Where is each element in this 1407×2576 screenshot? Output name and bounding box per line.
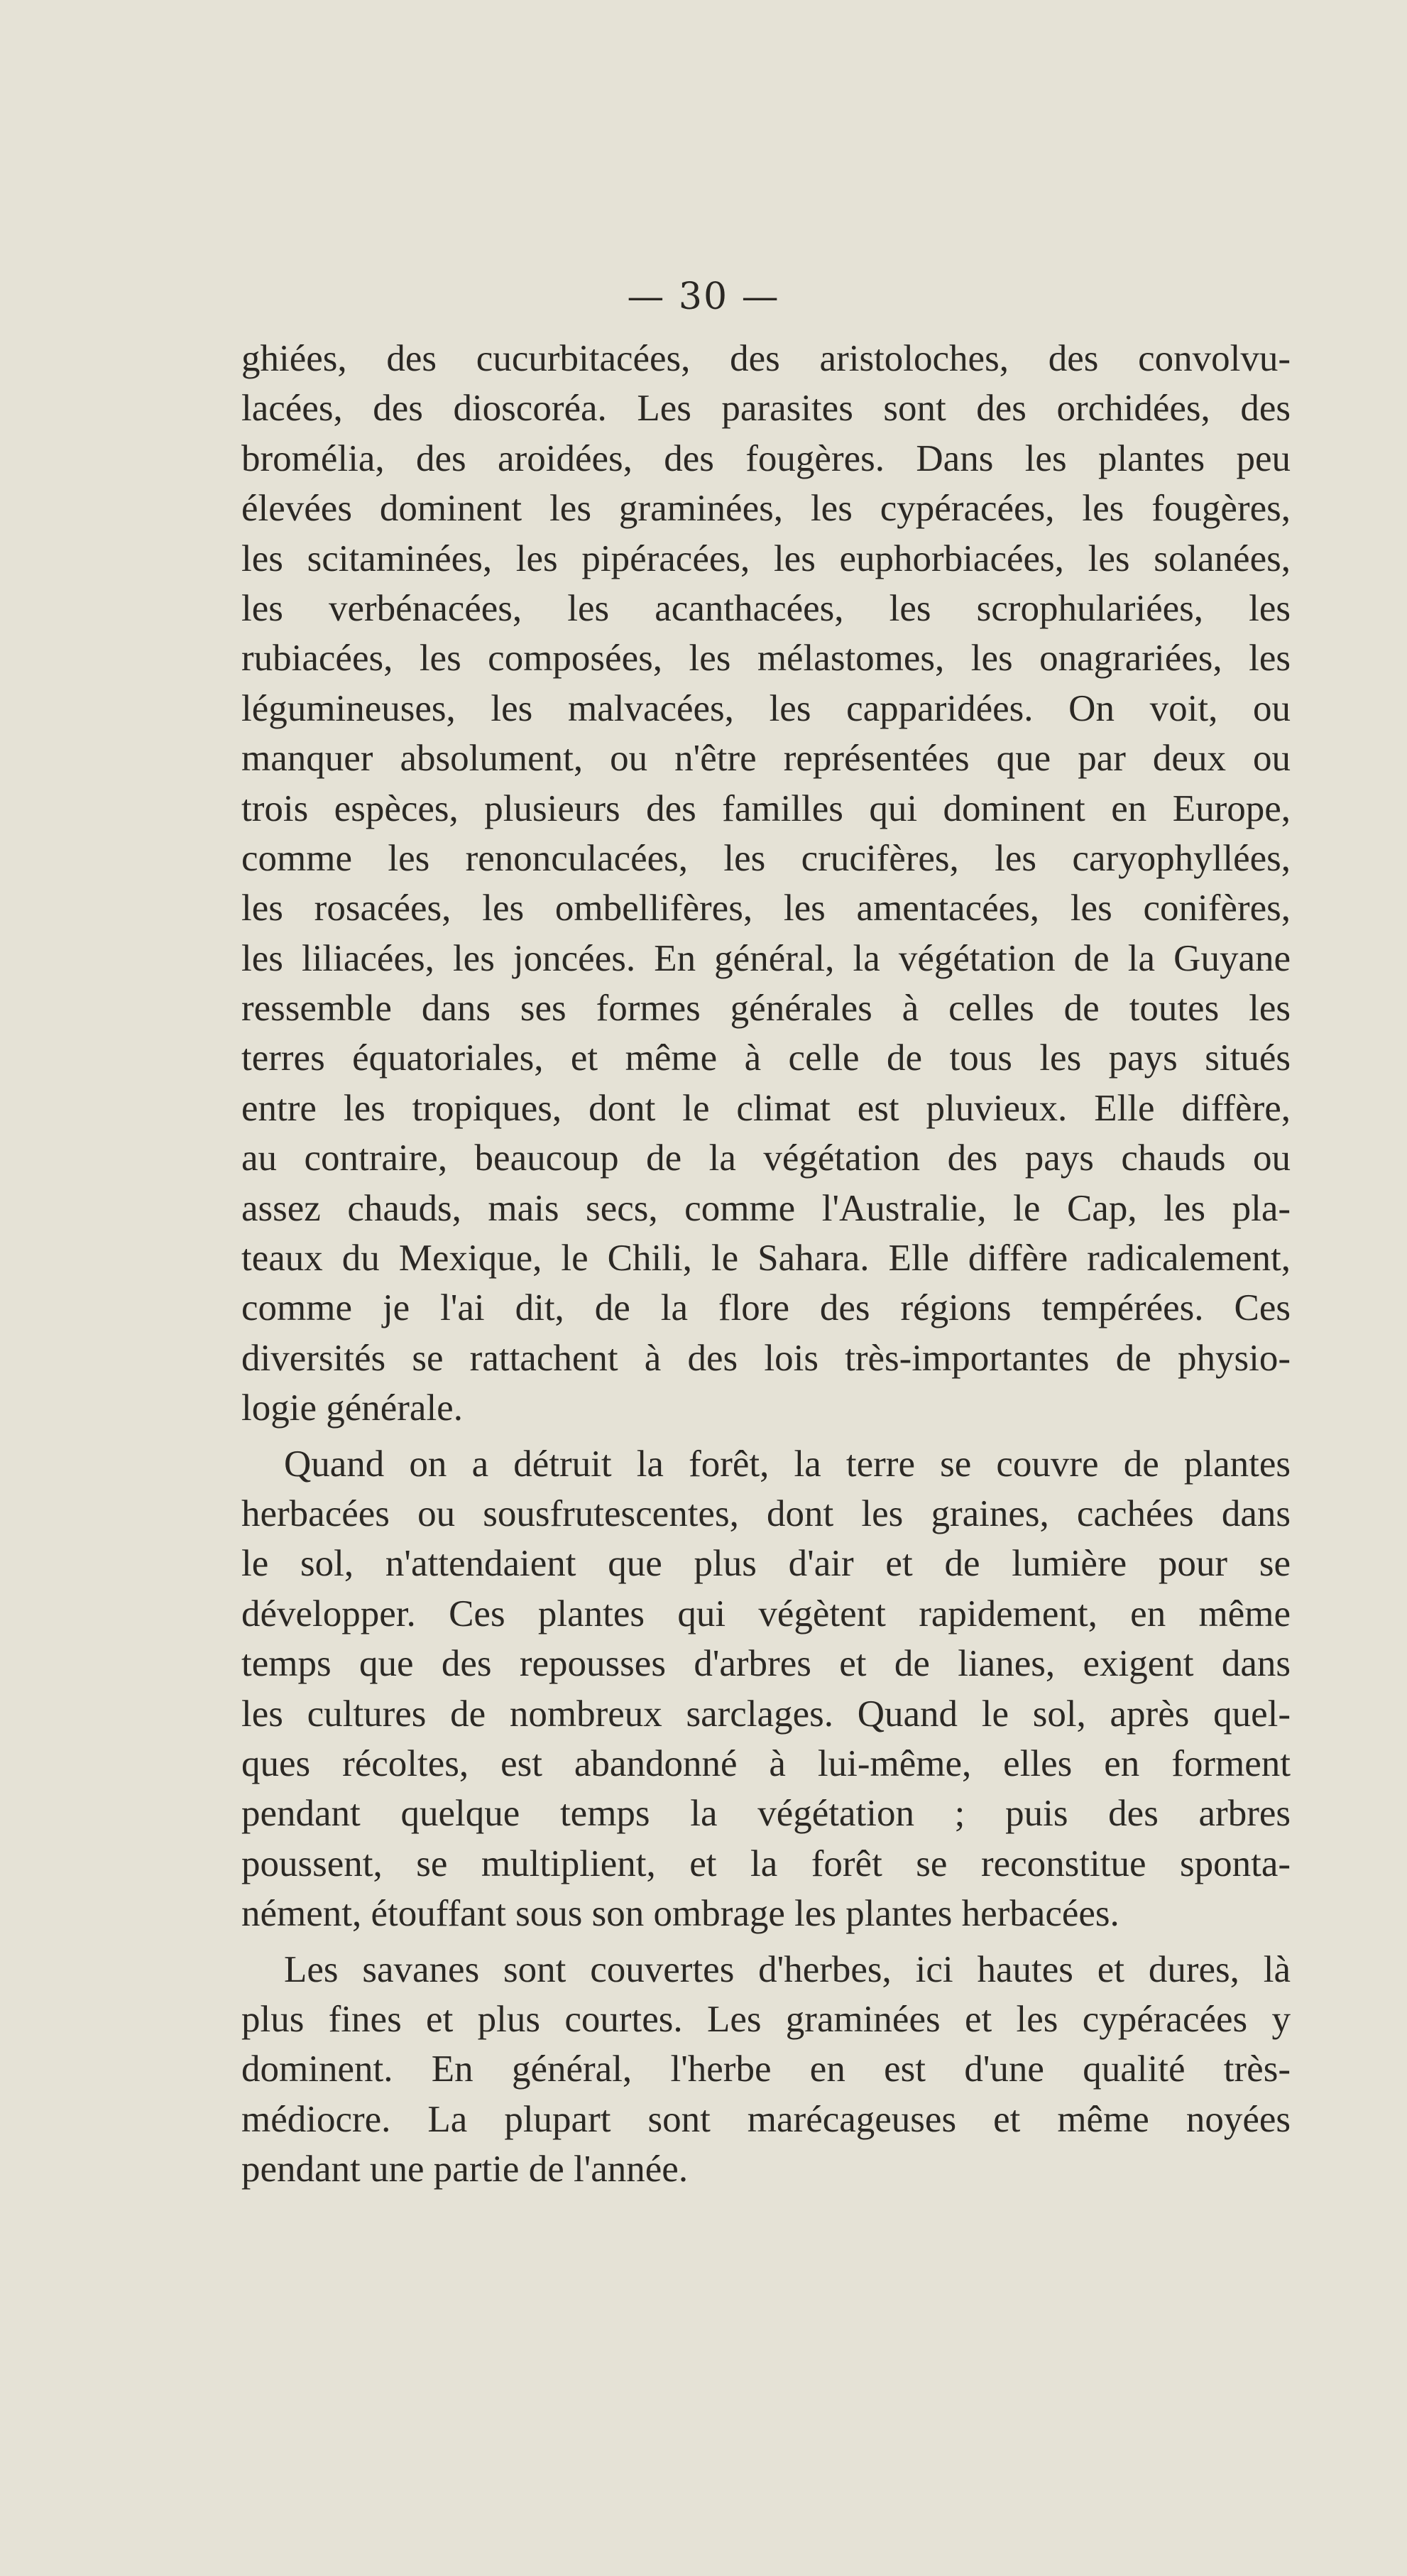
text-line: les rosacées, les ombellifères, les amentacées, les conifères, bbox=[241, 888, 1291, 929]
text-line: temps que des repousses d'arbres et de lianes, exigent dans bbox=[241, 1643, 1291, 1685]
text-line: manquer absolument, ou n'être représentées que par deux ou bbox=[241, 738, 1291, 780]
paragraph-3 bbox=[241, 1945, 1291, 2195]
text-line: développer. Ces plantes qui végètent rapidement, en même bbox=[241, 1593, 1291, 1634]
text-line: trois espèces, plusieurs des familles qui dominent en Europe, bbox=[241, 787, 1291, 829]
text-line: comme je l'ai dit, de la flore des régions tempérées. Ces bbox=[241, 1287, 1291, 1329]
text-line: Les savanes sont couvertes d'herbes, ici hautes et dures, là bbox=[284, 1948, 1291, 1990]
text-line: ques récoltes, est abandonné à lui-même, elles en forment bbox=[241, 1742, 1291, 1784]
paragraph-2 bbox=[241, 1439, 1291, 1939]
text-line: bromélia, des aroidées, des fougères. Dans les plantes peu bbox=[241, 437, 1291, 479]
text-line: logie générale. bbox=[241, 1387, 463, 1429]
text-line: comme les renonculacées, les crucifères, les caryophyllées, bbox=[241, 837, 1291, 879]
page-number: — 30 — bbox=[627, 275, 780, 318]
text-line: pendant une partie de l'année. bbox=[241, 2149, 689, 2190]
text-line: légumineuses, les malvacées, les capparidées. On voit, ou bbox=[241, 687, 1291, 729]
text-line: Quand on a détruit la forêt, la terre se couvre de plantes bbox=[284, 1443, 1291, 1485]
text-line: les cultures de nombreux sarclages. Quand le sol, après quel- bbox=[241, 1693, 1291, 1735]
text-line: plus fines et plus courtes. Les graminées et les cypéracées y bbox=[241, 1998, 1291, 2040]
text-line: les verbénacées, les acanthacées, les scrophulariées, les bbox=[241, 587, 1291, 629]
text-line: ghiées, des cucurbitacées, des aristoloches, des convolvu- bbox=[241, 338, 1291, 379]
text-line: lacées, des dioscoréa. Les parasites sont des orchidées, des bbox=[241, 388, 1291, 430]
text-line: herbacées ou sousfrutescentes, dont les graines, cachées dans bbox=[241, 1492, 1291, 1534]
text-line: assez chauds, mais secs, comme l'Australie, le Cap, les pla- bbox=[241, 1187, 1291, 1229]
text-line: les liliacées, les joncées. En général, la végétation de la Guyane bbox=[241, 937, 1291, 979]
text-line: rubiacées, les composées, les mélastomes, les onagrariées, les bbox=[241, 638, 1291, 680]
text-line: nément, étouffant sous son ombrage les plantes herbacées. bbox=[241, 1893, 1119, 1935]
text-line: diversités se rattachent à des lois très-importantes de physio- bbox=[241, 1337, 1291, 1379]
paragraph-1 bbox=[241, 334, 1291, 1434]
text-line: dominent. En général, l'herbe en est d'une qualité très- bbox=[241, 2048, 1291, 2090]
text-line: entre les tropiques, dont le climat est pluvieux. Elle diffère, bbox=[241, 1087, 1291, 1129]
text-line: ressemble dans ses formes générales à celles de toutes les bbox=[241, 988, 1291, 1030]
text-line: poussent, se multiplient, et la forêt se reconstitue sponta- bbox=[241, 1843, 1291, 1884]
body-text bbox=[241, 334, 1291, 2194]
text-line: le sol, n'attendaient que plus d'air et de lumière pour se bbox=[241, 1543, 1291, 1585]
text-line: teaux du Mexique, le Chili, le Sahara. Elle diffère radicalement, bbox=[241, 1238, 1291, 1279]
text-line: au contraire, beaucoup de la végétation des pays chauds ou bbox=[241, 1137, 1291, 1179]
text-line: les scitaminées, les pipéracées, les euphorbiacées, les solanées, bbox=[241, 537, 1291, 579]
text-line: médiocre. La plupart sont marécageuses et même noyées bbox=[241, 2098, 1291, 2140]
text-line: terres équatoriales, et même à celle de tous les pays situés bbox=[241, 1037, 1291, 1079]
text-line: pendant quelque temps la végétation ; puis des arbres bbox=[241, 1793, 1291, 1835]
text-line: élevées dominent les graminées, les cypéracées, les fougères, bbox=[241, 488, 1291, 530]
